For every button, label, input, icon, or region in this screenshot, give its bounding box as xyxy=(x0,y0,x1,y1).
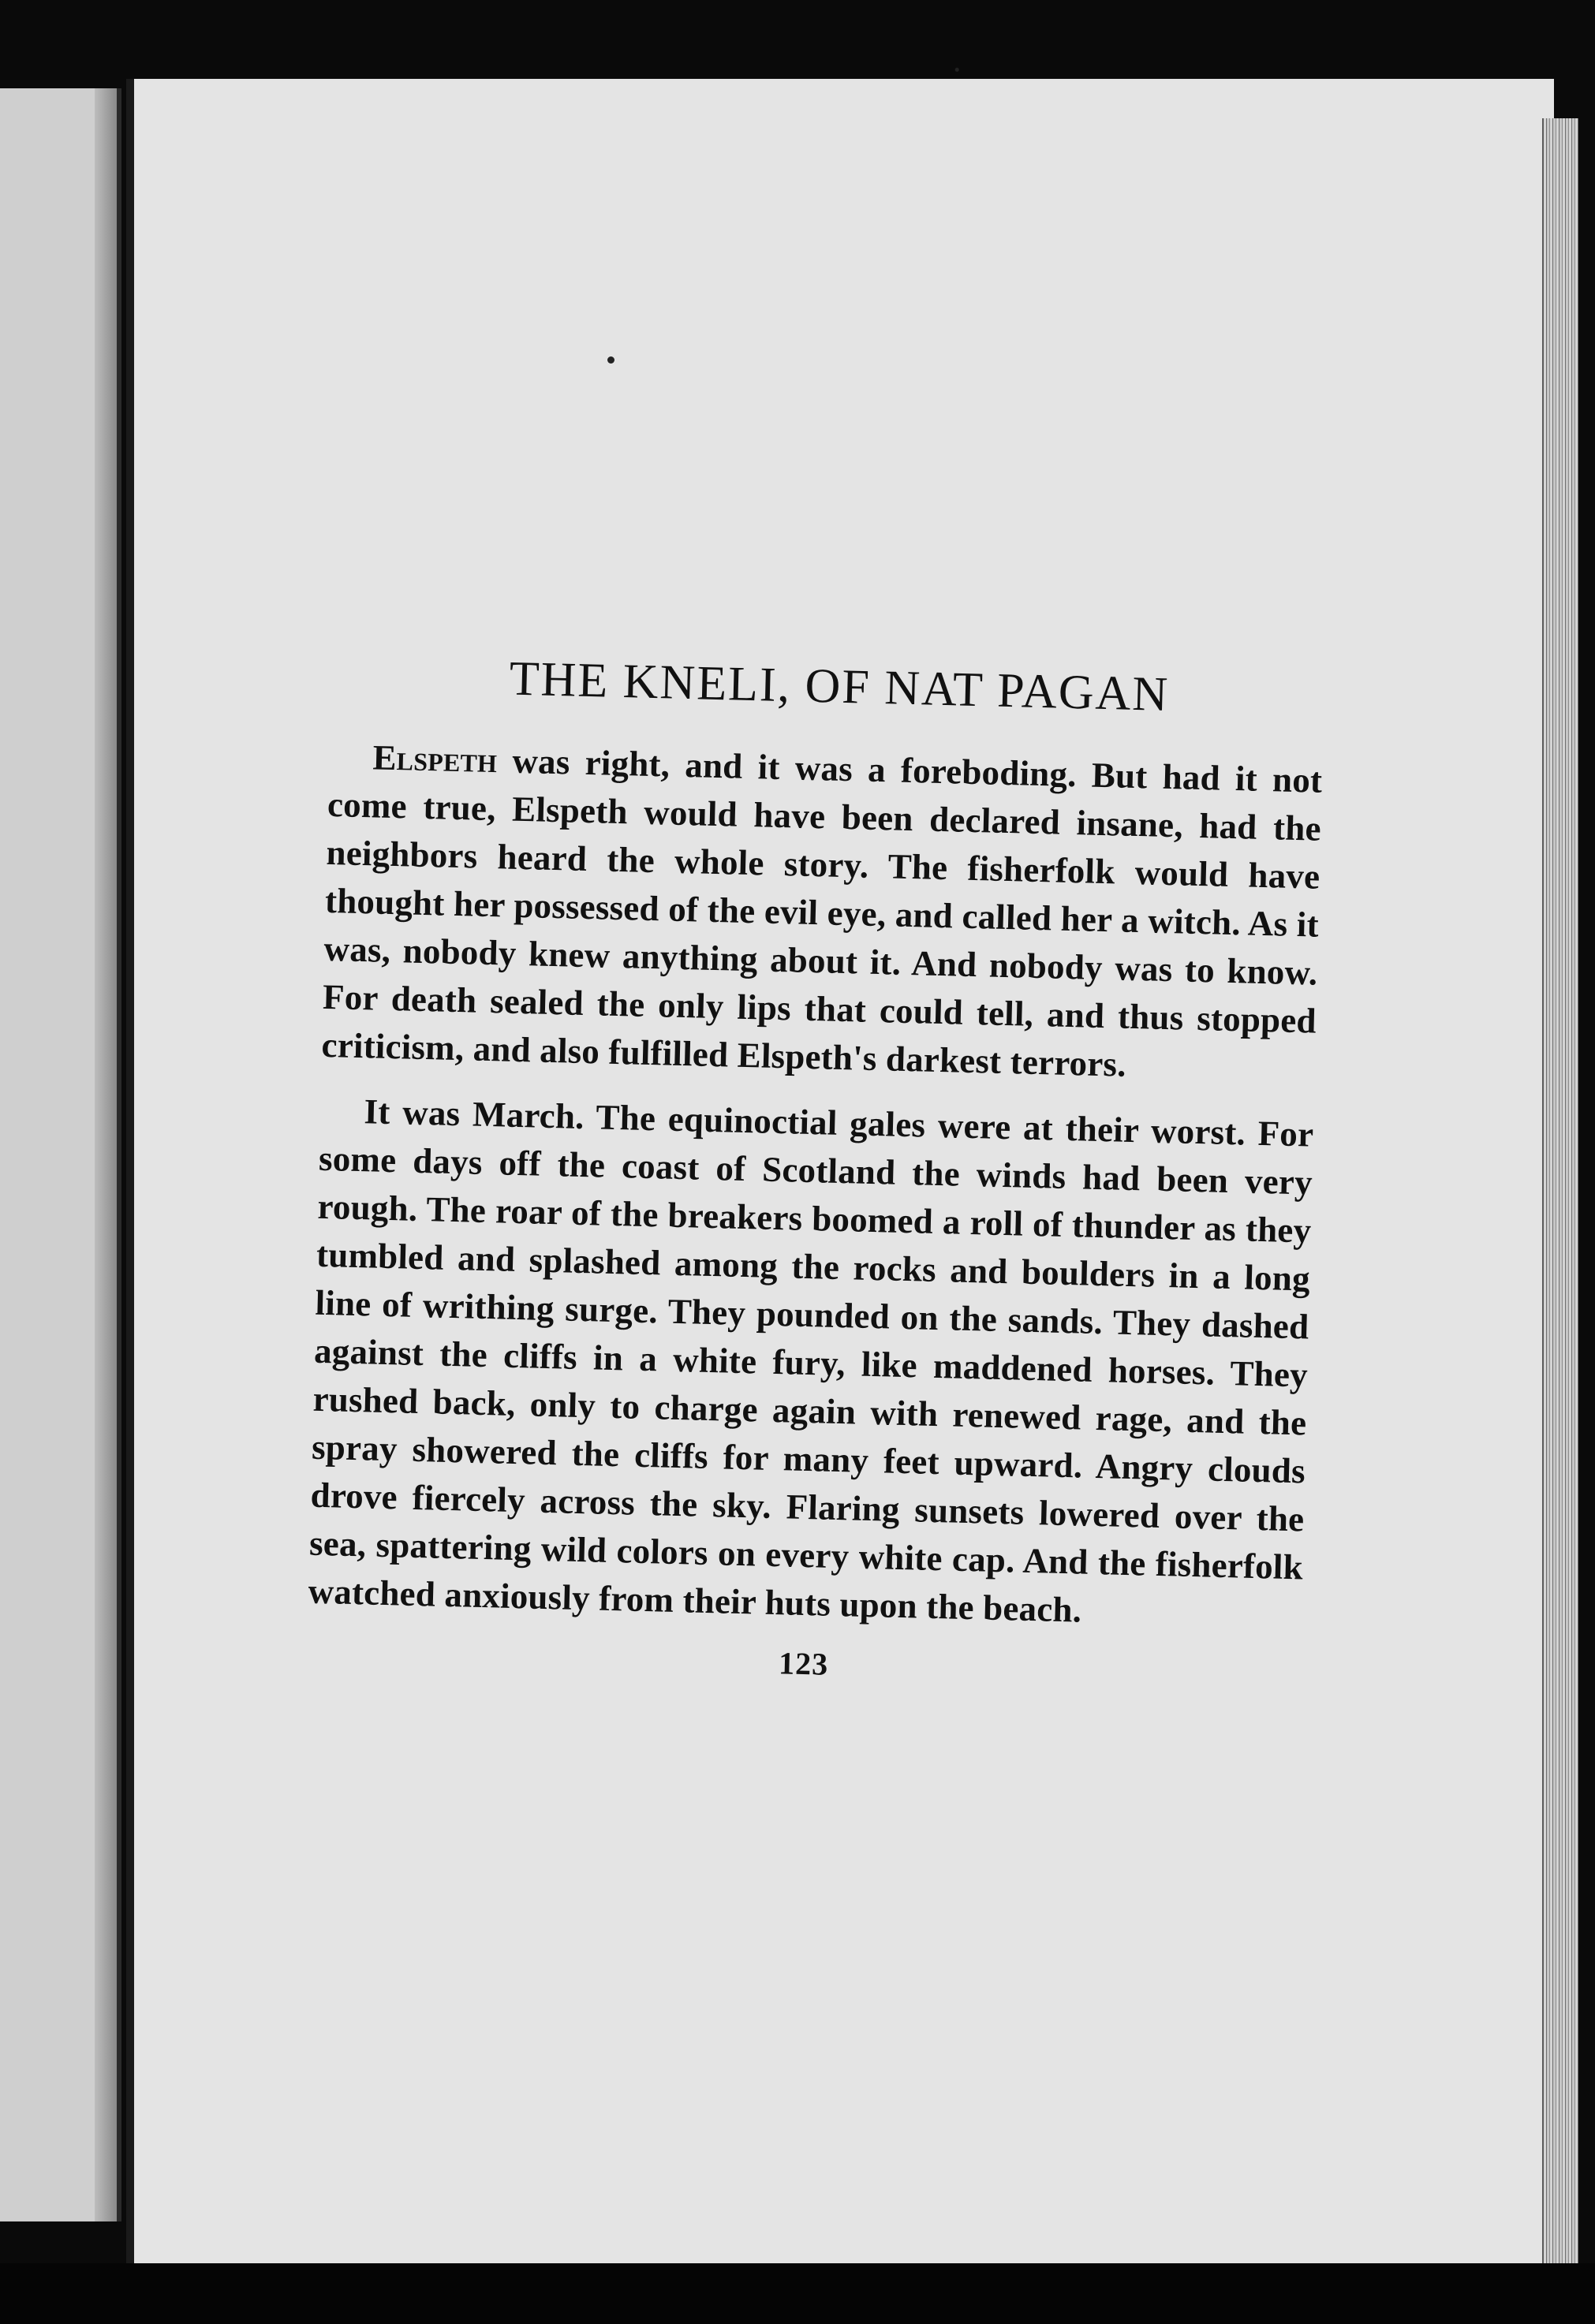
paragraph-2 xyxy=(308,1087,1314,1640)
chapter-title: THE KNELI, OF NAT PAGAN xyxy=(508,651,1170,722)
page-number: 123 xyxy=(778,1645,829,1682)
page-text-block xyxy=(306,647,1324,1694)
page-stack-edges xyxy=(1542,118,1578,2263)
paragraph-lead-smallcaps: Elspeth xyxy=(372,737,498,781)
ink-speck xyxy=(607,356,614,364)
paragraph-1-text: was right, and it was a foreboding. But had it not come true, Elspeth would have been declared insane, had the neighbors heard the whole story. The fisherfolk would have thought her possessed of the evil eye, and called her a witch. As it was, nobody knew anything about it. And nobody was to know. For death sealed the only lips that could tell, and thus stopped criticism, and also fulfilled Elspeth's darkest terrors. xyxy=(321,740,1323,1084)
paragraph-1 xyxy=(321,733,1323,1094)
previous-page-edge xyxy=(0,88,121,2221)
paragraph-2-text: It was March. The equinoctial gales were at their worst. For some days off the coast of Scotland the winds had been very rough. The roar of the breakers boomed a roll of thunder as they tumbled and splashed among the rocks and boulders in a long line of writhing surge. They pounded on the sands. They dashed against the cliffs in a white fury, like maddened horses. They rushed back, only to charge again with renewed rage, and the spray showered the cliffs for many feet upward. Angry clouds drove fiercely across the sky. Flaring sunsets lowered over the sea, spattering wild colors on every white cap. And the fisherfolk watched anxiously from their huts upon the beach. xyxy=(308,1091,1314,1630)
scan-bottom-border xyxy=(0,2263,1595,2324)
page-gutter-shadow xyxy=(95,88,117,2221)
